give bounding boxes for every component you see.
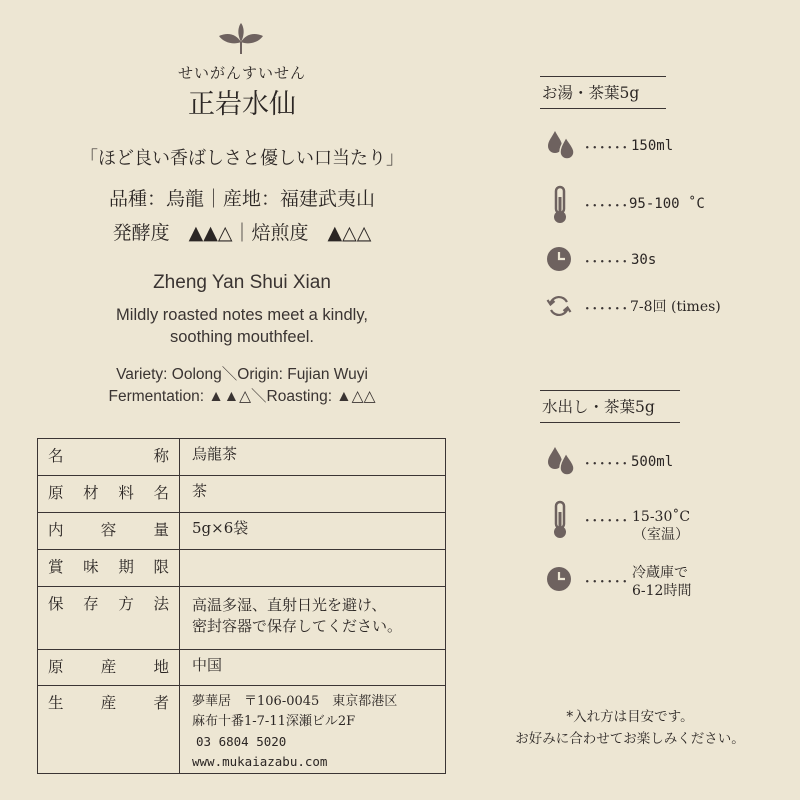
- fermentation-roasting: 発酵度 ▲▲△｜焙煎度 ▲△△: [112, 222, 372, 244]
- leader-dots: ･･････: [584, 575, 629, 590]
- table-key: 原材料名: [38, 476, 180, 513]
- refresh-icon: [546, 293, 572, 319]
- variety-origin: 品種：烏龍｜産地：福建武夷山: [108, 188, 375, 210]
- hot-steep-time: 30s: [631, 252, 657, 268]
- table-row: [38, 587, 446, 650]
- hot-infusions: 7-8回 (times): [630, 299, 721, 315]
- cold-temperature-value: 15-30˚C: [632, 509, 691, 525]
- table-key: 原産地: [38, 650, 180, 686]
- water-drops-icon: [546, 128, 576, 160]
- english-spec-line: Variety: Oolong＼Origin: Fujian Wuyi: [116, 366, 368, 383]
- table-key: 名称: [38, 439, 180, 476]
- thermometer-icon: [550, 185, 570, 225]
- leader-dots: ･･････: [584, 457, 629, 472]
- hot-brew-heading: お湯・茶葉5g: [540, 76, 666, 109]
- table-row: [38, 513, 446, 550]
- leader-dots: ･･････: [584, 514, 629, 529]
- thermometer-icon: [550, 500, 570, 540]
- producer-phone: 03 6804 5020: [196, 734, 287, 749]
- water-drops-icon: [546, 444, 576, 476]
- leader-dots: ･･････: [584, 199, 629, 214]
- table-row: [38, 650, 446, 686]
- hot-water-amount: 150ml: [631, 138, 674, 154]
- table-key: 賞味期限: [38, 550, 180, 587]
- cold-steep-time: [632, 564, 691, 600]
- cold-water-amount: 500ml: [631, 454, 674, 470]
- producer-line: 麻布十番1-7-11深瀬ビル2F: [192, 714, 356, 729]
- english-spec-line: Fermentation: ▲▲△＼Roasting: ▲△△: [108, 388, 376, 405]
- cold-steep-time-line: 6-12時間: [632, 583, 692, 599]
- table-key: 内容量: [38, 513, 180, 550]
- leader-dots: ･･････: [584, 255, 629, 270]
- english-description-line: soothing mouthfeel.: [169, 328, 314, 346]
- table-row: [38, 686, 446, 774]
- page-title: 正岩水仙: [188, 89, 296, 120]
- brewing-note-line: お好みに合わせてお楽しみください。: [515, 731, 745, 747]
- cold-temperature-note: （室温）: [633, 527, 690, 543]
- table-value: 茶: [180, 476, 446, 513]
- english-title: Zheng Yan Shui Xian: [153, 272, 331, 293]
- leader-dots: ･･････: [584, 141, 629, 156]
- table-value-line: 密封容器で保存してください。: [192, 617, 403, 635]
- leader-dots: ･･････: [584, 302, 629, 317]
- table-row: [38, 439, 446, 476]
- hot-temperature: 95-100 ˚C: [629, 196, 705, 212]
- title-furigana: せいがんすいせん: [177, 64, 306, 82]
- cold-brew-heading: 水出し・茶葉5g: [540, 390, 680, 423]
- english-description-line: Mildly roasted notes meet a kindly,: [116, 306, 368, 324]
- english-spec: [40, 364, 444, 408]
- producer-website: www.mukaiazabu.com: [192, 754, 328, 769]
- clock-icon: [546, 566, 572, 592]
- table-row: [38, 476, 446, 513]
- table-key: 保存方法: [38, 587, 180, 650]
- tagline: 「ほど良い香ばしさと優しい口当たり」: [80, 148, 404, 169]
- product-info-table: [37, 438, 446, 774]
- cold-temperature: [632, 508, 690, 544]
- clock-icon: [546, 246, 572, 272]
- tea-leaf-icon: [216, 22, 266, 56]
- producer-line: 夢華居 〒106-0045 東京都港区: [192, 694, 398, 709]
- brewing-note-line: *入れ方は目安です。: [566, 709, 694, 725]
- table-value: 烏龍茶: [180, 439, 446, 476]
- cold-steep-time-line: 冷蔵庫で: [632, 565, 688, 581]
- english-description: [40, 304, 444, 348]
- table-key: 生産者: [38, 686, 180, 774]
- table-value: [180, 587, 446, 650]
- table-value: 5g×6袋: [180, 513, 446, 550]
- table-value: 中国: [180, 650, 446, 686]
- table-row: [38, 550, 446, 587]
- table-value: [180, 550, 446, 587]
- table-value-line: 高温多湿、直射日光を避け、: [192, 596, 387, 614]
- table-value: [180, 686, 446, 774]
- brewing-note: [480, 706, 780, 750]
